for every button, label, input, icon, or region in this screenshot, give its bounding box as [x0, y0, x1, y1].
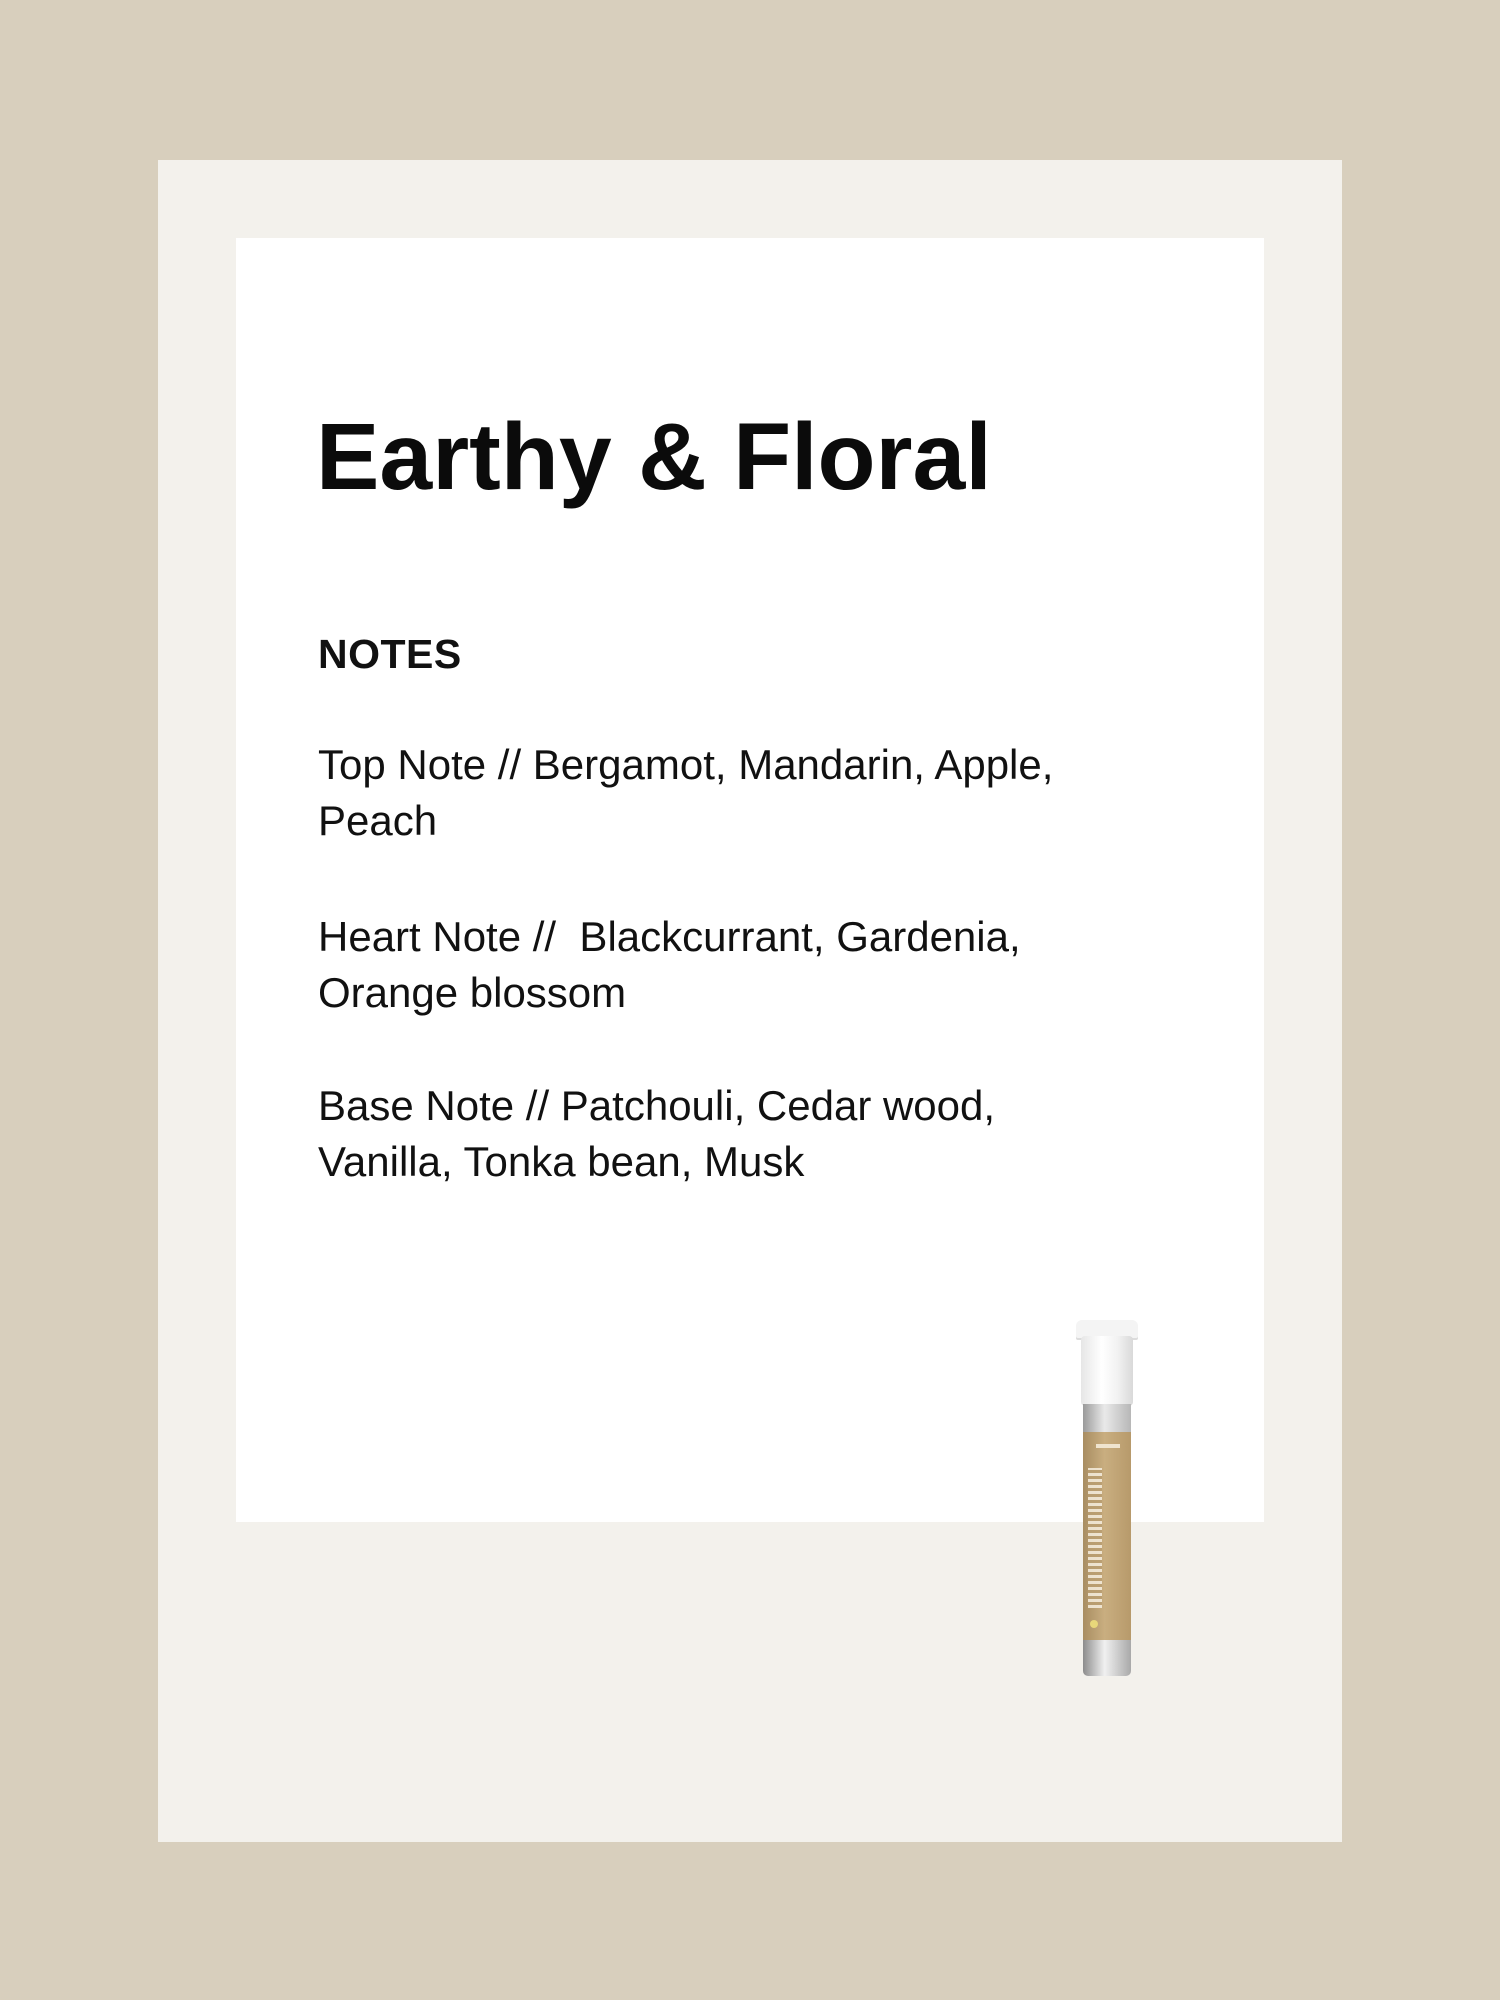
top-note: Top Note // Bergamot, Mandarin, Apple, Peach [318, 741, 1054, 844]
vial-label-mark [1096, 1444, 1120, 1448]
fragrance-title: Earthy & Floral [316, 404, 992, 510]
notes-heading: NOTES [318, 631, 462, 677]
heart-note: Heart Note // Blackcurrant, Gardenia, Orange blossom [318, 913, 1021, 1016]
perfume-vial-image [1072, 1320, 1142, 1680]
vial-label-stripe [1088, 1468, 1102, 1608]
base-note: Base Note // Patchouli, Cedar wood, Vanilla, Tonka bean, Musk [318, 1082, 996, 1185]
vial-base [1083, 1640, 1131, 1676]
vial-neck [1083, 1404, 1131, 1434]
vial-dot [1090, 1620, 1098, 1628]
vial-cap [1081, 1336, 1133, 1406]
